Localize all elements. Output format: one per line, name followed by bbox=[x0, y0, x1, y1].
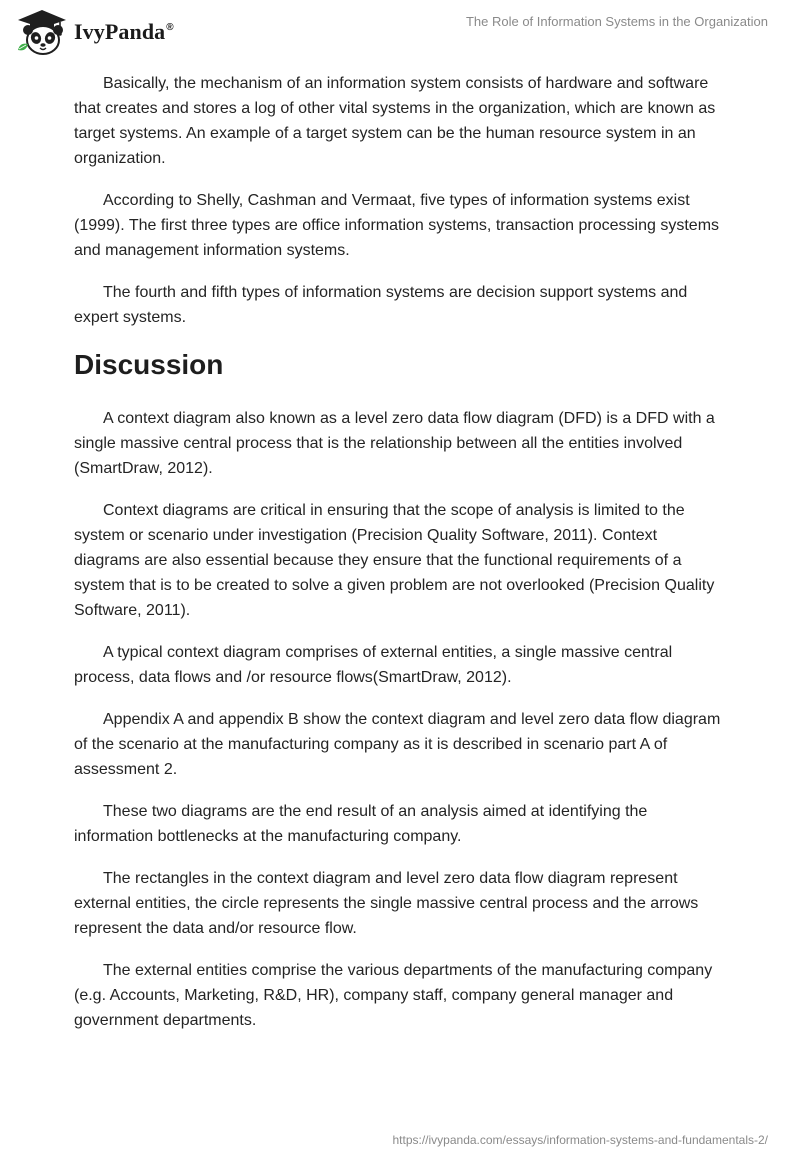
panda-logo-icon bbox=[14, 6, 70, 58]
section-heading: Discussion bbox=[74, 349, 224, 380]
intro-paragraph: Basically, the mechanism of an information system consists of hardware and software that creates and stores a log of other vital systems in the organization, which are known as target systems. An example of a target system can be the human resource system in an organization. bbox=[74, 75, 716, 167]
registered-mark: ® bbox=[166, 22, 174, 33]
ivypanda-logo[interactable] bbox=[14, 6, 174, 58]
discussion-paragraph: These two diagrams are the end result of an analysis aimed at identifying the information bottlenecks at the manufacturing company. bbox=[74, 803, 648, 845]
intro-paragraph: According to Shelly, Cashman and Vermaat, five types of information systems exist (1999). The first three types are office information systems, transaction processing systems and management information systems. bbox=[74, 192, 720, 259]
brand-name: IvyPanda® bbox=[74, 19, 174, 44]
source-url[interactable]: https://ivypanda.com/essays/information-systems-and-fundamentals-2/ bbox=[392, 1133, 768, 1147]
discussion-paragraph: The external entities comprise the various departments of the manufacturing company (e.g. Accounts, Marketing, R&D, HR), company staff, company general manager and government departments. bbox=[74, 962, 713, 1029]
discussion-paragraph: A typical context diagram comprises of external entities, a single massive central process, data flows and /or resource flows(SmartDraw, 2012). bbox=[74, 644, 673, 686]
running-title: The Role of Information Systems in the Organization bbox=[465, 14, 768, 29]
discussion-paragraph: Context diagrams are critical in ensuring that the scope of analysis is limited to the system or scenario under investigation (Precision Quality Software, 2011). Context diagrams are also essential because they ensure that the functional requirements of a system that is to be created to solve a given problem are not overlooked (Precision Quality Software, 2011). bbox=[74, 502, 715, 619]
intro-paragraph: The fourth and fifth types of information systems are decision support systems and expert systems. bbox=[74, 284, 688, 326]
discussion-paragraph: A context diagram also known as a level zero data flow diagram (DFD) is a DFD with a single massive central process that is the relationship between all the entities involved (SmartDraw, 2012). bbox=[74, 410, 715, 477]
discussion-paragraph: The rectangles in the context diagram and level zero data flow diagram represent external entities, the circle represents the single massive central process and the arrows represent the data and/or resource flow. bbox=[74, 870, 699, 937]
discussion-paragraph: Appendix A and appendix B show the context diagram and level zero data flow diagram of the scenario at the manufacturing company as it is described in scenario part A of assessment 2. bbox=[74, 711, 721, 778]
essay-content bbox=[74, 71, 724, 1050]
page-header bbox=[0, 0, 800, 64]
